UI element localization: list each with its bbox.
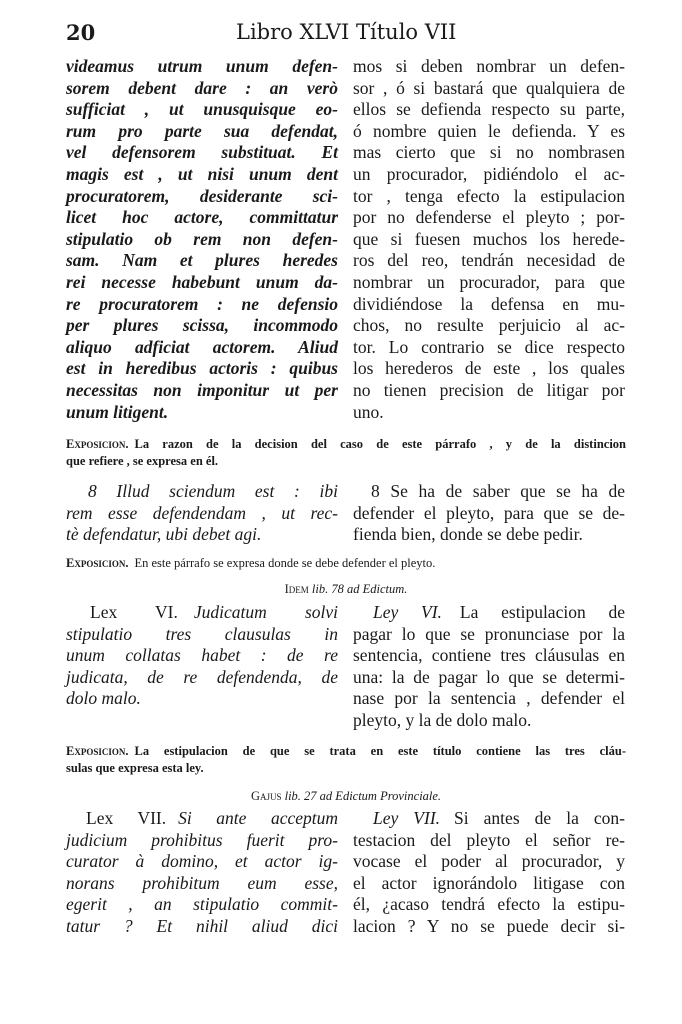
latin-column-block4	[66, 808, 338, 938]
latin-line: tatur ? Et nihil aliud dici	[66, 915, 338, 936]
latin-line: egerit , an stipulatio commit-	[66, 894, 338, 915]
latin-line: procuratorem, desiderante sci-	[66, 185, 338, 206]
latin-line: per plures scissa, incommodo	[66, 315, 338, 336]
spanish-line: mos si deben nombrar un defen-	[353, 56, 625, 76]
spanish-column-block2	[353, 481, 625, 546]
latin-line: sam. Nam et plures heredes	[66, 250, 338, 271]
latin-column-block1	[66, 56, 338, 423]
spanish-line: ros del reo, tendrán necesidad de	[353, 250, 625, 271]
spanish-line: nombrar un procurador, para que	[353, 271, 625, 292]
spanish-line: mas cierto que si no nombrasen	[353, 142, 625, 163]
spanish-line: una: la de pagar lo que se determi-	[353, 666, 625, 687]
latin-line: sufficiat , ut unusquisque eo-	[66, 99, 338, 120]
latin-line: re procuratorem : ne defensio	[66, 293, 338, 314]
source-citation-1	[66, 582, 626, 597]
spanish-line: nase por la sentencia , defender el	[353, 688, 625, 709]
latin-column-block2	[66, 481, 338, 546]
source-reference: lib. 78 ad Edictum.	[311, 582, 408, 596]
latin-line: stipulatio ob rem non defen-	[66, 228, 338, 249]
spanish-line: fienda bien, donde se debe pedir.	[353, 524, 583, 545]
ley-label: Ley VII.	[373, 808, 441, 828]
latin-line: 8 Illud sciendum est : ibi	[88, 481, 338, 501]
exposicion-text: La razon de la decision del caso de este párrafo , y de la distincion	[134, 437, 626, 451]
spanish-column-block1	[353, 56, 625, 423]
latin-line: est in heredibus actoris : quibus	[66, 358, 338, 379]
spanish-line: 8 Se ha de saber que se ha de	[371, 481, 625, 501]
spanish-line: pagar lo que se pronunciase por la	[353, 623, 625, 644]
running-title: Libro XLVI Título VII	[236, 20, 457, 44]
latin-line: tè defendatur, ubi debet agi.	[66, 524, 262, 545]
exposicion-label: Exposicion.	[66, 556, 129, 570]
spanish-line: tor , tenga efecto la estipulacion	[353, 185, 625, 206]
lex-label: Lex VII.	[86, 808, 167, 828]
latin-line: Si ante acceptum	[178, 808, 338, 828]
spanish-line: chos, no resulte perjuicio al ac-	[353, 315, 625, 336]
exposicion-text: En este párrafo se expresa donde se debe defender el pleyto.	[134, 556, 436, 570]
spanish-line: los herederos de este , los quales	[353, 358, 625, 379]
exposicion-note-3	[66, 743, 626, 777]
spanish-line: La estipulacion de	[459, 602, 625, 622]
spanish-line: dividiéndose la defensa en mu-	[353, 293, 625, 314]
spanish-line: lacion ? Y no se puede decir si-	[353, 915, 625, 936]
spanish-column-block4	[353, 808, 625, 938]
spanish-line: ellos se defienda respecto su parte,	[353, 99, 625, 120]
latin-line: rum pro parte sua defendat,	[66, 120, 338, 141]
latin-line: rei necesse habebunt unum da-	[66, 271, 338, 292]
latin-line: necessitas non imponitur ut per	[66, 379, 338, 400]
ley-label: Ley VI.	[373, 602, 442, 622]
latin-line: aliquo adficiat actorem. Aliud	[66, 336, 338, 357]
latin-column-block3	[66, 602, 338, 710]
exposicion-text: sulas que expresa esta ley.	[66, 761, 204, 775]
spanish-line: tor. Lo contrario se dice respecto	[353, 336, 625, 357]
exposicion-text: que refiere , se expresa en él.	[66, 454, 219, 468]
latin-line: stipulatio tres clausulas in	[66, 623, 338, 644]
spanish-line: el actor ignorándolo litigase con	[353, 872, 625, 893]
exposicion-note-1	[66, 436, 626, 470]
latin-line: sorem debent dare : an verò	[66, 77, 338, 98]
page-header	[66, 20, 616, 50]
spanish-line: por no defenderse el pleyto ; por-	[353, 207, 625, 228]
latin-line: rem esse defendendam , ut rec-	[66, 502, 338, 523]
latin-line: licet hoc actore, committatur	[66, 207, 338, 228]
latin-line: magis est , ut nisi unum dent	[66, 163, 338, 184]
spanish-line: él, ¿acaso tendrá efecto la estipu-	[353, 894, 625, 915]
latin-line: Judicatum solvi	[193, 602, 338, 622]
spanish-line: que si fuesen muchos los herede-	[353, 228, 625, 249]
spanish-line: defender el pleyto, para que se de-	[353, 502, 625, 523]
source-author: Gajus	[250, 789, 282, 803]
spanish-column-block3	[353, 602, 625, 732]
latin-line: dolo malo.	[66, 688, 141, 709]
latin-line: videamus utrum unum defen-	[66, 56, 338, 76]
spanish-line: testacion del pleyto el señor re-	[353, 829, 625, 850]
lex-label: Lex VI.	[90, 602, 178, 622]
source-author: Idem	[284, 582, 309, 596]
exposicion-note-2	[66, 555, 626, 572]
spanish-line: no tienen precision de litigar por	[353, 379, 625, 400]
latin-line: unum litigent.	[66, 401, 169, 422]
spanish-line: sor , ó si bastará que qualquiera de	[353, 77, 625, 98]
latin-line: vel defensorem substituat. Et	[66, 142, 338, 163]
source-citation-2	[66, 789, 626, 804]
spanish-line: sentencia, contiene tres cláusulas en	[353, 645, 625, 666]
exposicion-text: La estipulacion de que se trata en este título contiene las tres cláu-	[134, 744, 626, 758]
page-number: 20	[66, 20, 96, 45]
exposicion-label: Exposicion.	[66, 437, 129, 451]
latin-line: judicata, de re defendenda, de	[66, 666, 338, 687]
exposicion-label: Exposicion.	[66, 744, 129, 758]
latin-line: unum collatas habet : de re	[66, 645, 338, 666]
spanish-line: Si antes de la con-	[454, 808, 625, 828]
spanish-line: pleyto, y la de dolo malo.	[353, 709, 532, 730]
latin-line: judicium prohibitus fuerit pro-	[66, 829, 338, 850]
spanish-line: uno.	[353, 401, 384, 422]
spanish-line: un procurador, pidiéndolo el ac-	[353, 163, 625, 184]
latin-line: curator à domino, et actor ig-	[66, 851, 338, 872]
spanish-line: ó nombre quien le defienda. Y es	[353, 120, 625, 141]
latin-line: norans prohibitum eum esse,	[66, 872, 338, 893]
spanish-line: vocase el poder al procurador, y	[353, 851, 625, 872]
source-reference: lib. 27 ad Edictum Provinciale.	[284, 789, 442, 803]
